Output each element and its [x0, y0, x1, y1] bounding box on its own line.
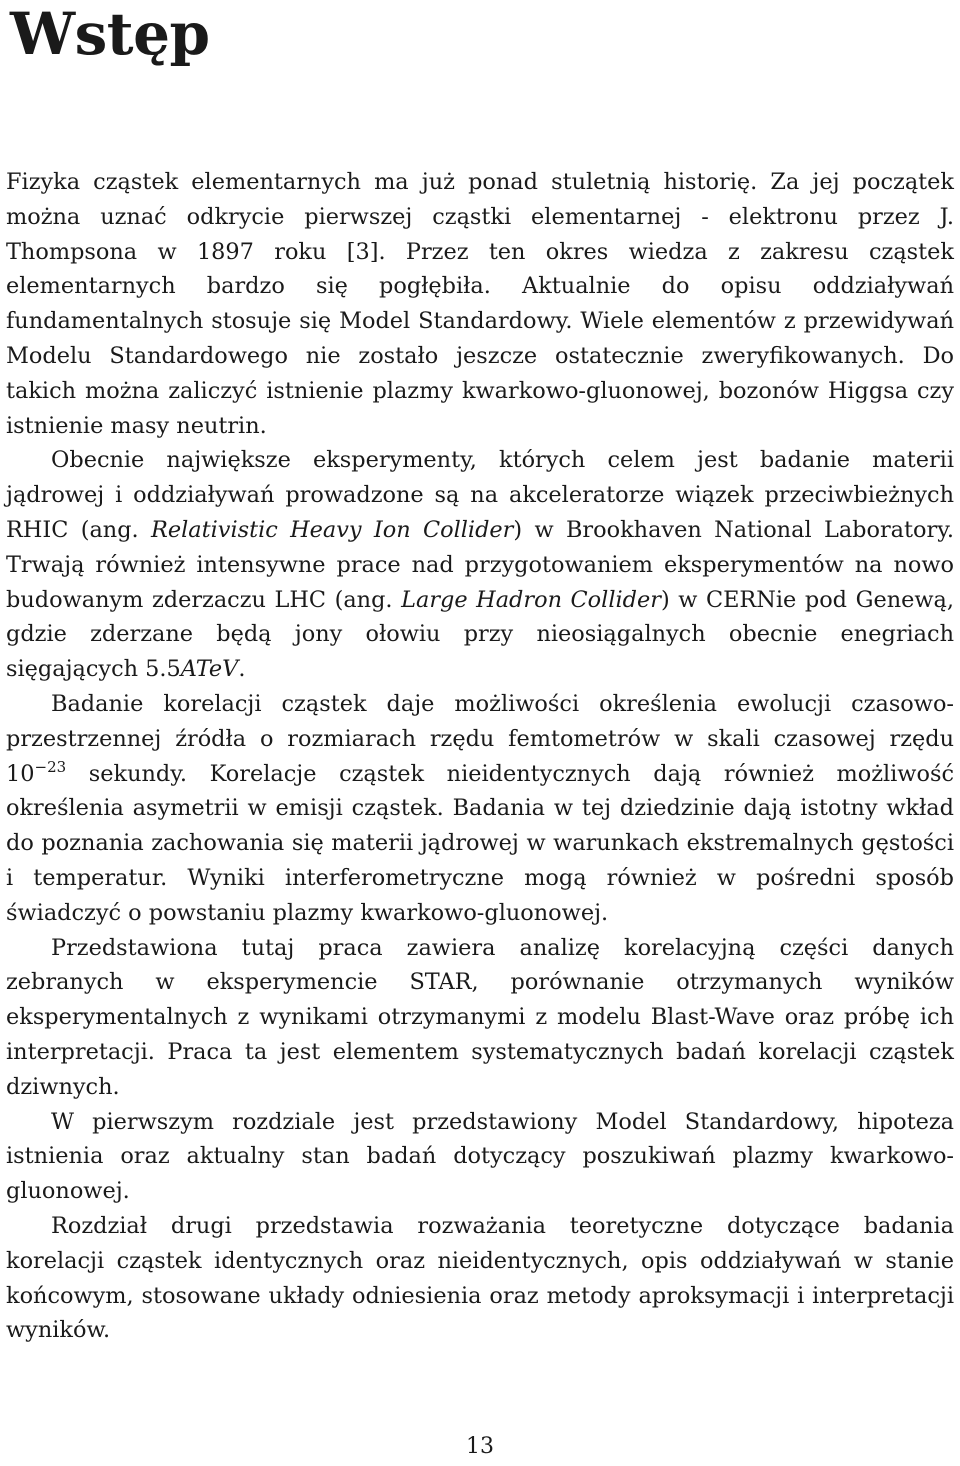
paragraph-6-text: Rozdział drugi przedstawia rozważania teoretyczne dotyczące badania korelacji cząstek identycznych oraz nieidentycznych, opis oddziaływań w stanie końcowym, stosowane układy odniesienia oraz metody aproksymacji i interpretacji wyników. — [6, 1212, 954, 1344]
paragraph-1 — [6, 165, 954, 443]
paragraph-3-text-a: Badanie korelacji cząstek daje możliwości określenia ewolucji czasowo-przestrzennej źródła o rozmiarach rzędu femtometrów w skali czasowej rzędu 10 — [6, 690, 954, 787]
paragraph-3-text-b: sekundy. Korelacje cząstek nieidentycznych dają również możliwość określenia asymetrii w emisji cząstek. Badania w tej dziedzinie dają istotny wkład do poznania zachowania się materii jądrowej w warunkach ekstremalnych gęstości i temperatur. Wyniki interferometryczne mogą również w pośredni sposób świadczyć o powstaniu plazmy kwarkowo-gluonowej. — [6, 760, 954, 926]
paragraph-5-text: W pierwszym rozdziale jest przedstawiony Model Standardowy, hipoteza istnienia oraz aktualny stan badań dotyczący poszukiwań plazmy kwarkowo-gluonowej. — [6, 1108, 954, 1205]
chapter-title: Wstęp — [10, 0, 210, 68]
energy-unit: ATeV — [180, 656, 239, 683]
paragraph-4 — [6, 931, 954, 1105]
paragraph-2-text-a: Obecnie największe eksperymenty, których celem jest badanie materii jądrowej i oddziaływań prowadzone są na akceleratorze wiązek przeciwbieżnych RHIC (ang. — [6, 447, 954, 543]
page-number: 13 — [466, 1434, 494, 1459]
paragraph-2-text-c: ) w CERNie pod Genewą, gdzie zderzane będą jony ołowiu przy nieosiągalnych obecnie enegriach sięgających 5.5 — [6, 586, 955, 683]
paragraph-2-text-d: . — [238, 656, 246, 683]
paragraph-6 — [6, 1209, 954, 1348]
lhc-full-name: Large Hadron Collider — [401, 586, 661, 613]
paragraph-1-text: Fizyka cząstek elementarnych ma już ponad stuletnią historię. Za jej początek można uznać odkrycie pierwszej cząstki elementarnej - elektronu przez J. Thompsona w 1897 roku [3]. Przez ten okres wiedza z zakresu cząstek elementarnych bardzo się pogłębiła. Aktualnie do opisu oddziaływań fundamentalnych stosuje się Model Standardowy. Wiele elementów z przewidywań Modelu Standardowego nie zostało jeszcze ostatecznie zweryfikowanych. Do takich można zaliczyć istnienie plazmy kwarkowo-gluonowej, bozonów Higgsa czy istnienie masy neutrin. — [6, 169, 954, 439]
body-text — [6, 165, 954, 1348]
paragraph-4-text: Przedstawiona tutaj praca zawiera analizę korelacyjną części danych zebranych w eksperymencie STAR, porównanie otrzymanych wyników eksperymentalnych z wynikami otrzymanymi z modelu Blast-Wave oraz próbę ich interpretacji. Praca ta jest elementem systematycznych badań korelacji cząstek dziwnych. — [6, 934, 954, 1100]
rhic-full-name: Relativistic Heavy Ion Collider — [151, 516, 514, 543]
paragraph-2-text-b: ) w Brookhaven National Laboratory. Trwają również intensywne prace nad przygotowaniem eksperymentów na nowo budowanym zderzaczu LHC (ang. — [6, 516, 955, 613]
paragraph-5 — [6, 1105, 954, 1209]
time-exponent: −23 — [34, 757, 67, 776]
paragraph-2 — [6, 443, 954, 687]
paragraph-3 — [6, 687, 954, 931]
